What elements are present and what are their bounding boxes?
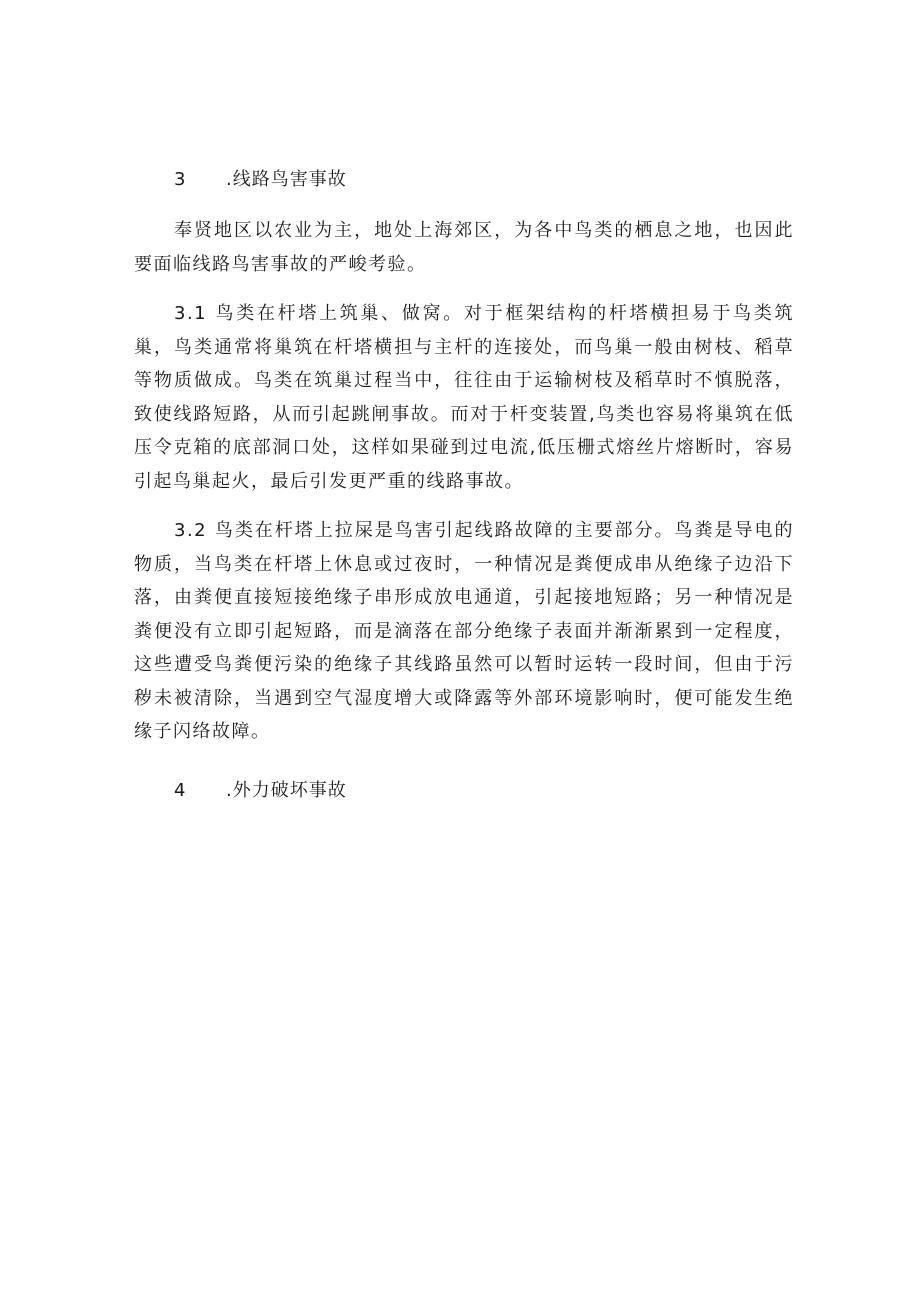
paragraph-3-1: 3.1 鸟类在杆塔上筑巢、做窝。对于框架结构的杆塔横担易于鸟类筑巢，鸟类通常将巢筑在杆塔横担与主杆的连接处，而鸟巢一般由树枝、稻草等物质做成。鸟类在筑巢过程当中，往往由于运输树枝及稻草时不慎脱落，致使线路短路，从而引起跳闸事故。而对于杆变装置,鸟类也容易将巢筑在低压令克箱的底部洞口处，这样如果碰到过电流,低压栅式熔丝片熔断时，容易引起鸟巢起火，最后引发更严重的线路事故。 xyxy=(134,303,794,492)
document-body xyxy=(134,160,794,811)
section-number: 4 xyxy=(174,779,187,801)
section-number: 3 xyxy=(174,169,187,190)
section-title: .外力破坏事故 xyxy=(226,779,347,801)
section-heading-4 xyxy=(134,771,794,811)
paragraph-3-2: 3.2 鸟类在杆塔上拉屎是鸟害引起线路故障的主要部分。鸟粪是导电的物质，当鸟类在杆塔上休息或过夜时，一种情况是粪便成串从绝缘子边沿下落，由粪便直接短接绝缘子串形成放电通道，引起接地短路；另一种情况是粪便没有立即引起短路，而是滴落在部分绝缘子表面并渐渐累到一定程度，这些遭受鸟粪便污染的绝缘子其线路虽然可以暂时运转一段时间，但由于污秽未被清除，当遇到空气湿度增大或降露等外部环境影响时，便可能发生绝缘子闪络故障。 xyxy=(134,520,794,742)
paragraph-intro: 奉贤地区以农业为主，地处上海郊区，为各中鸟类的栖息之地，也因此要面临线路鸟害事故的严峻考验。 xyxy=(134,220,794,275)
section-title: .线路鸟害事故 xyxy=(226,169,347,190)
section-heading-3 xyxy=(134,160,794,200)
